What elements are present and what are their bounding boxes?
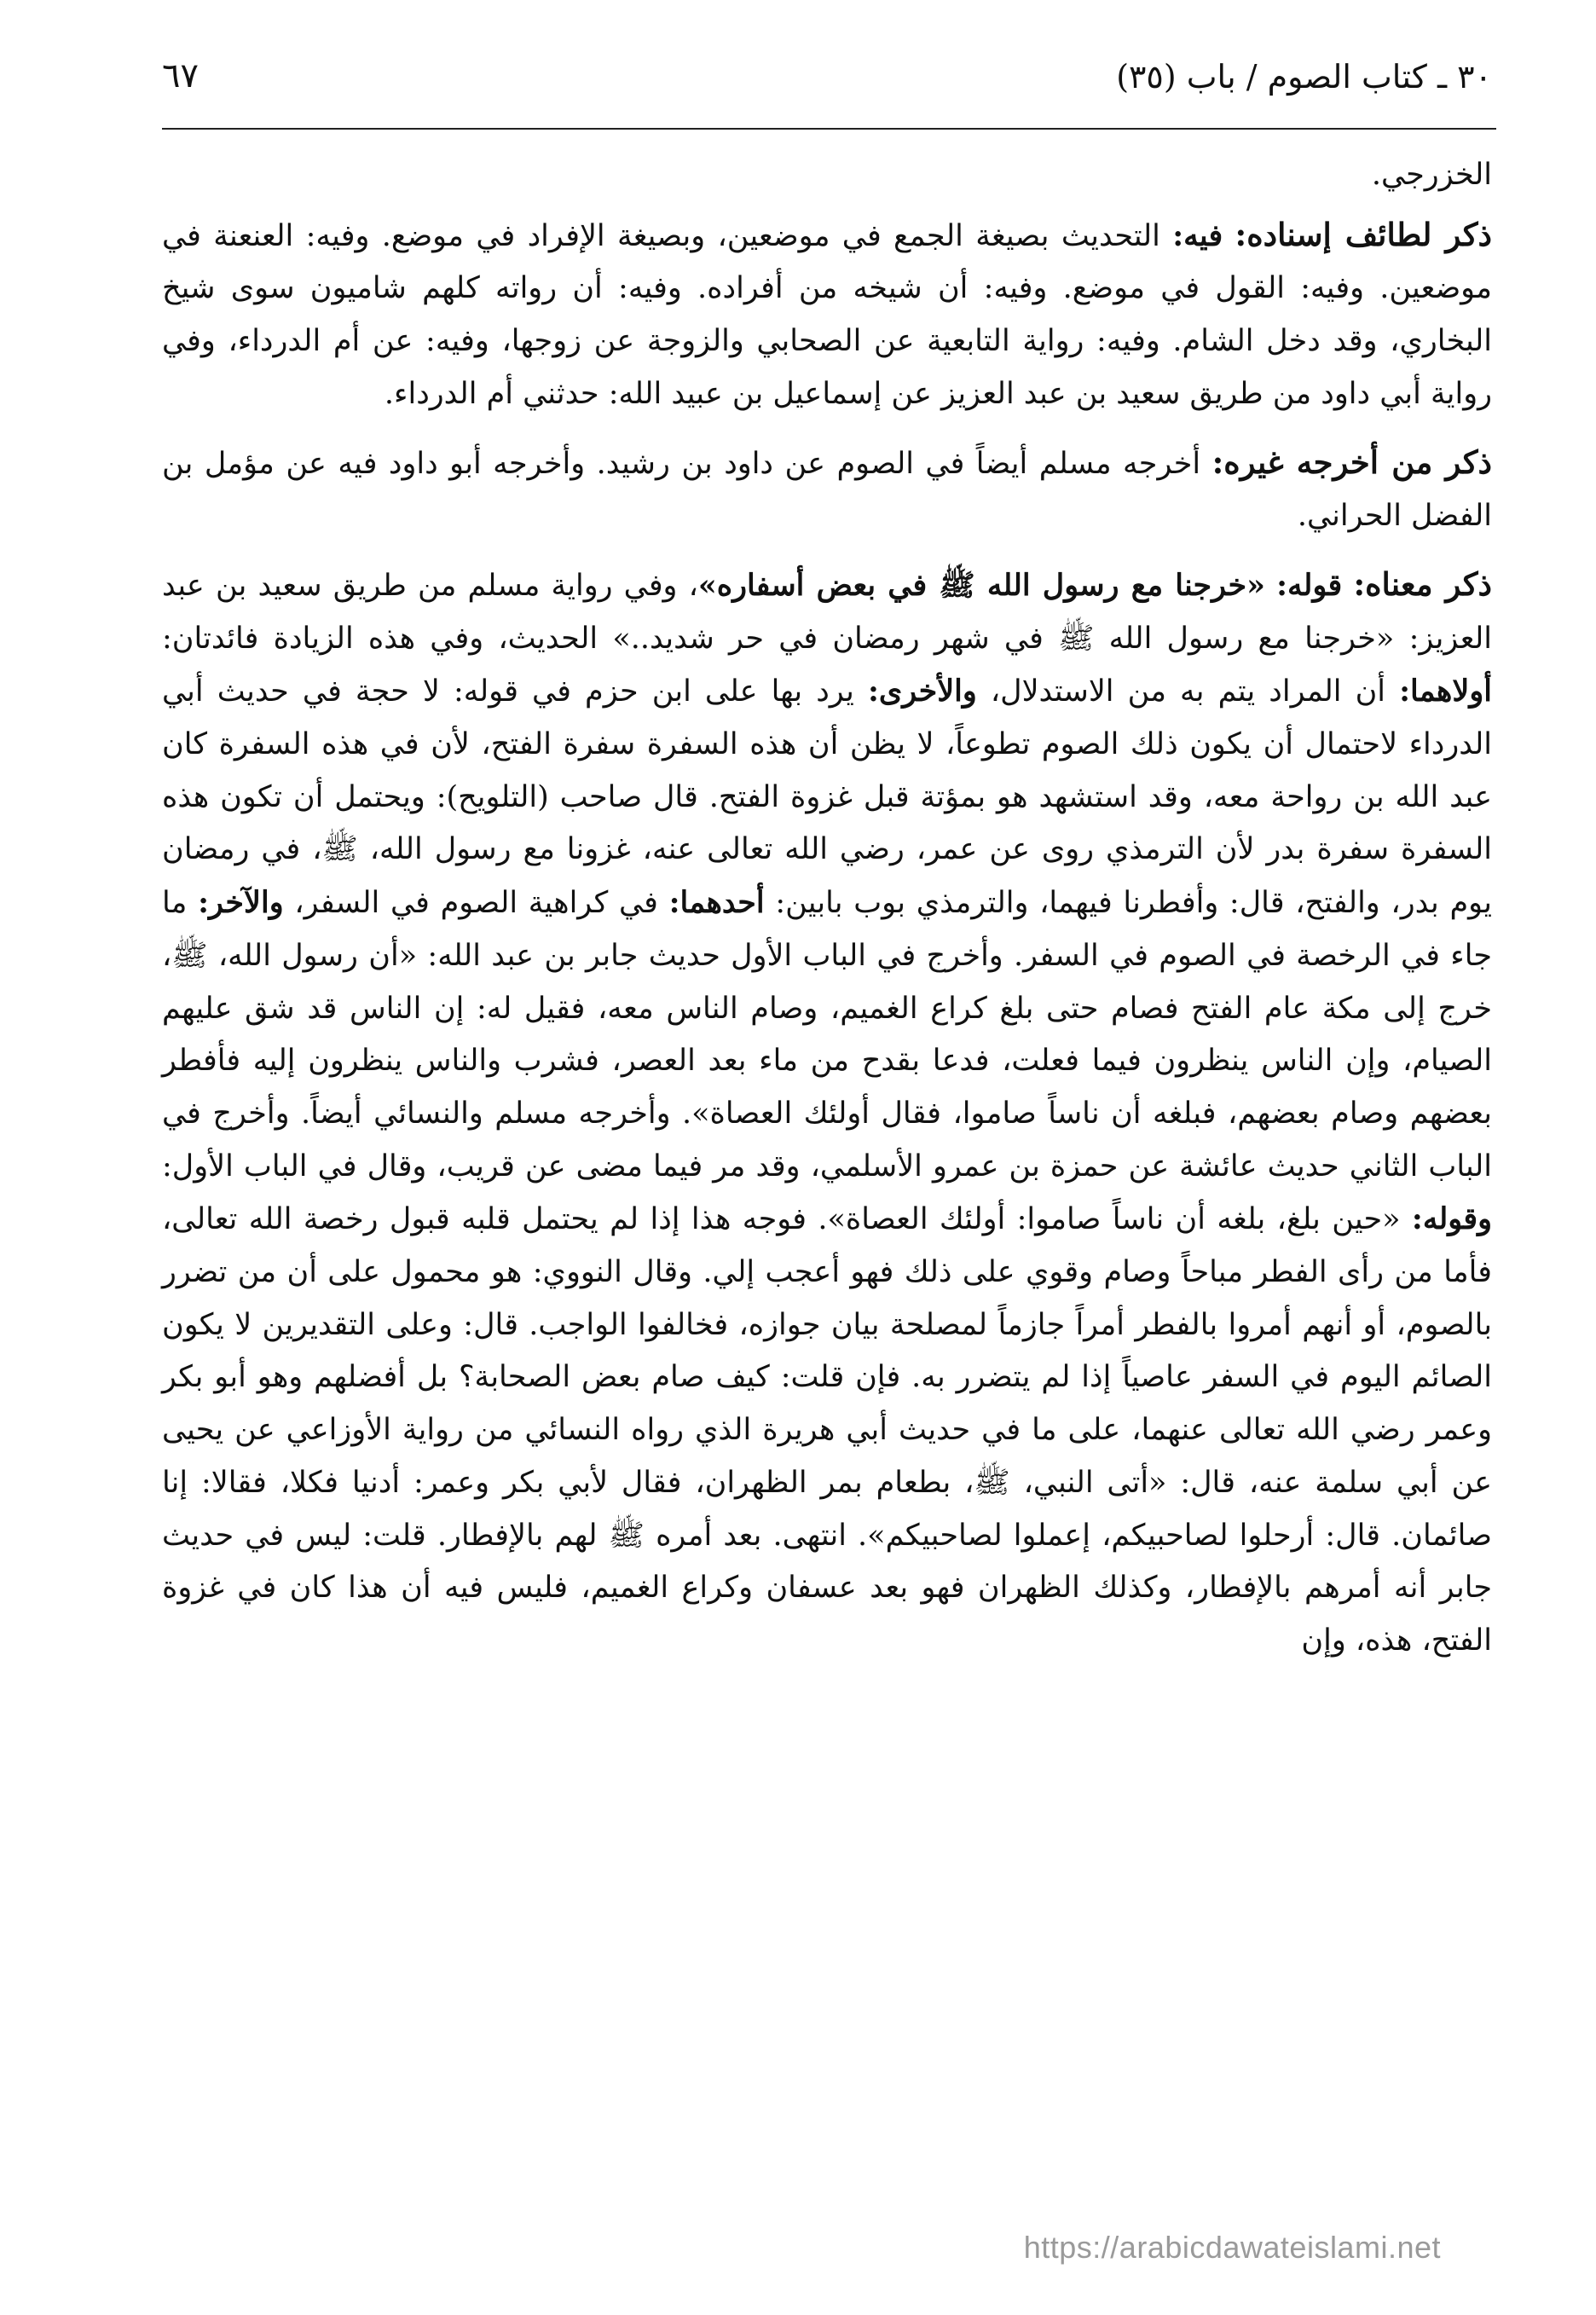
page-body <box>162 149 1492 1683</box>
inline-label: أحدهما: <box>668 885 765 921</box>
paragraph-continuation <box>162 149 1492 202</box>
paragraph-text: التحديث بصيغة الجمع في موضعين، وبصيغة الإفراد في موضع. وفيه: العنعنة في موضعين. وفيه: القول في موضع. وفيه: أن شيخه من أفراده. وفيه: أن رواته كلهم شاميون سوى شيخ البخاري، وقد دخل الشام. وفيه: رواية التابعية عن الصحابي والزوجة عن زوجها، وفيه: عن أم الدرداء، وفي رواية أبي داود من طريق سعيد بن عبد العزيز عن إسماعيل بن عبيد الله: حدثني أم الدرداء. <box>162 218 1492 411</box>
paragraph-text: «حين بلغ، بلغه أن ناساً صاموا: أولئك العصاة». فوجه هذا إذا لم يحتمل قلبه قبول رخصة الله تعالى، فأما من رأى الفطر مباحاً وصام وقوي على ذلك فهو أعجب إلي. وقال النووي: هو محمول على أن من تضرر بالصوم، أو أنهم أمروا بالفطر أمراً جازماً لمصلحة بيان جوازه، فخالفوا الواجب. قال: وعلى التقديرين لا يكون الصائم اليوم في السفر عاصياً إذا لم يتضرر به. فإن قلت: كيف صام بعض الصحابة؟ بل أفضلهم وهو أبو بكر وعمر رضي الله تعالى عنهما، على ما في حديث أبي هريرة الذي رواه النسائي من رواية الأوزاعي عن يحيى عن أبي سلمة عنه، قال: «أتى النبي، ﷺ، بطعام بمر الظهران، فقال لأبي بكر وعمر: أدنيا فكلا، فقالا: إنا صائمان. قال: أرحلوا لصاحبيكم، إعملوا لصاحبيكم». انتهى. بعد أمره ﷺ لهم بالإفطار. قلت: ليس في حديث جابر أنه أمرهم بالإفطار، وكذلك الظهران فهو بعد عسفان وكراع الغميم، فليس فيه أن هذا كان في غزوة الفتح، هذه، وإن <box>162 1202 1492 1658</box>
section-heading: ذكر لطائف إسناده: <box>1235 215 1492 253</box>
paragraph-text: ، وفي رواية مسلم من طريق سعيد بن عبد العزيز: «خرجنا مع رسول الله ﷺ في شهر رمضان في حر شديد..» الحديث، وفي هذه الزيادة فائدتان: <box>162 568 1492 656</box>
paragraph-text: يرد بها على ابن حزم في قوله: لا حجة في حديث أبي الدرداء لاحتمال أن يكون ذلك الصوم تطوعاً، لا يظن أن هذه السفرة سفرة الفتح، لأن في هذه السفرة كان عبد الله بن رواحة معه، وقد استشهد هو بمؤتة قبل غزوة الفتح. قال صاحب (التلويح): ويحتمل أن تكون هذه السفرة سفرة بدر لأن الترمذي روى عن عمر، رضي الله تعالى عنه، غزونا مع رسول الله، ﷺ، في رمضان يوم بدر، والفتح، قال: وأفطرنا فيهما، والترمذي بوب بابين: <box>162 674 1492 921</box>
running-header <box>162 49 1492 118</box>
paragraph-text: ما جاء في الرخصة في الصوم في السفر. وأخرج في الباب الأول حديث جابر بن عبد الله: «أن رسول الله، ﷺ، خرج إلى مكة عام الفتح فصام حتى بلغ كراع الغميم، وصام الناس معه، فقيل له: إن الناس قد شق عليهم الصيام، وإن الناس ينظرون فيما فعلت، فدعا بقدح من ماء بعد العصر، فشرب والناس ينظرون إليه فأفطر بعضهم وصام بعضهم، فبلغه أن ناساً صاموا، فقال أولئك العصاة». وأخرجه مسلم والنسائي أيضاً. وأخرج في الباب الثاني حديث عائشة عن حمزة بن عمرو الأسلمي، وقد مر فيما مضى عن قريب، وقال في الباب الأول: <box>162 886 1492 1184</box>
inline-label: قوله: <box>1276 567 1343 603</box>
section-heading: ذكر من أخرجه غيره: <box>1211 443 1492 481</box>
inline-label: والأخرى: <box>867 674 977 709</box>
hadith-quote: «خرجنا مع رسول الله ﷺ في بعض أسفاره» <box>697 567 1265 603</box>
paragraph-text: في كراهية الصوم في السفر، <box>294 886 658 921</box>
source-watermark: https://arabicdawateislami.net <box>1023 2230 1441 2265</box>
inline-label: فيه: <box>1172 217 1223 253</box>
section-heading: ذكر معناه: <box>1353 564 1492 603</box>
chapter-title: ٣٠ ـ كتاب الصوم / باب (٣٥) <box>1116 58 1492 95</box>
inline-label: أولاهما: <box>1399 674 1492 709</box>
paragraph-text: أن المراد يتم به من الاستدلال، <box>990 674 1386 709</box>
paragraph-isnad-subtleties <box>162 209 1492 421</box>
inline-label: والآخر: <box>198 885 284 921</box>
paragraph-meaning <box>162 558 1492 1668</box>
header-divider <box>162 128 1496 130</box>
inline-label: وقوله: <box>1411 1201 1492 1237</box>
paragraph-text: أخرجه مسلم أيضاً في الصوم عن داود بن رشيد. وأخرجه أبو داود فيه عن مؤمل بن الفضل الحراني. <box>162 446 1492 534</box>
page-number: ٦٧ <box>162 56 199 95</box>
paragraph-text: الخزرجي. <box>1371 158 1492 192</box>
paragraph-other-narrators <box>162 437 1492 543</box>
